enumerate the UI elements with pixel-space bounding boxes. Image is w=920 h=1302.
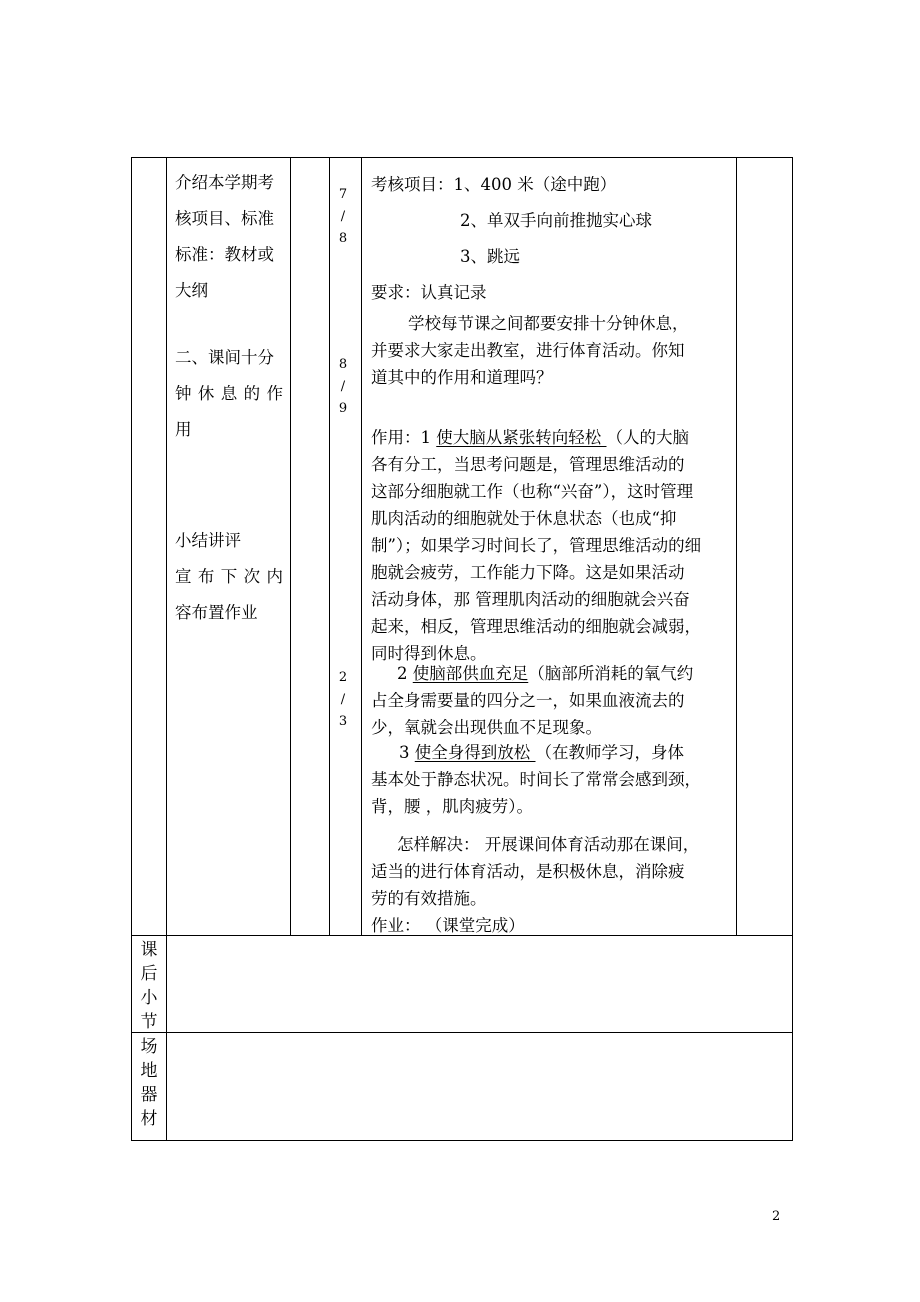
intro-paragraph: 学校每节课之间都要安排十分钟休息， 并要求大家走出教室，进行体育活动。你知 道其中的作用和道理吗？ <box>371 314 689 387</box>
col-divider-1 <box>166 157 167 1141</box>
after-class-label: 课 后 小 节 <box>140 940 158 1032</box>
left-column <box>175 165 274 309</box>
page-number: 2 <box>772 1209 781 1224</box>
exam-line3: 3、跳远 <box>460 247 520 266</box>
time-mark-3: 2 / 3 <box>338 670 348 729</box>
item3-line1: 小结讲评 <box>175 531 241 550</box>
item3-line3: 容布置作业 <box>175 603 258 622</box>
col-divider-4 <box>361 157 362 936</box>
table-right-border <box>792 157 793 1141</box>
time-mark-1: 7 / 8 <box>338 187 348 246</box>
item2-line3: 用 <box>175 420 192 439</box>
effect2-paragraph: 2 使脑部供血充足（脑部所消耗的氧气约 占全身需要量的四分之一，如果血液流去的 少，氧就会出现供血不足现象。 <box>371 664 694 737</box>
table-bottom-border <box>131 1140 793 1141</box>
exam-items <box>371 167 652 311</box>
item2-block <box>175 340 283 448</box>
col-divider-3 <box>329 157 330 936</box>
item2-line2: 钟 休 息 的 作 <box>175 384 283 403</box>
effect3-title: 使全身得到放松 <box>414 743 536 762</box>
table-top-border <box>131 157 793 158</box>
requirement: 要求：认真记录 <box>371 283 487 302</box>
item2-line1: 二、课间十分 <box>175 348 274 367</box>
item1-line: 介绍本学期考 <box>175 173 274 192</box>
col-divider-2 <box>290 157 291 936</box>
item1-line: 核项目、标准 <box>175 209 274 228</box>
effect3-paragraph: 3 使全身得到放松 （在教师学习，身体 基本处于静态状况。时间长了常常会感到颈， 背，腰 ，肌肉疲劳）。 <box>371 743 701 816</box>
item1-line: 大纲 <box>175 281 208 300</box>
col-divider-5 <box>736 157 737 936</box>
time-mark-2: 8 / 9 <box>338 357 348 416</box>
item3-line2: 宣 布 下 次 内 <box>175 567 283 586</box>
solution-paragraph: 怎样解决： 开展课间体育活动那在课间， 适当的进行体育活动，是积极休息，消除疲 劳的有效措施。 作业： （课堂完成） <box>371 831 699 939</box>
venue-equipment-label: 场 地 器 材 <box>140 1037 158 1129</box>
exam-line2: 2、单双手向前推抛实心球 <box>460 211 652 230</box>
effect1-title: 使大脑从紧张转向轻松 <box>436 428 607 447</box>
effect2-title: 使脑部供血充足 <box>412 664 529 683</box>
item3-block <box>175 523 283 631</box>
row-divider-venue <box>131 1032 793 1033</box>
table-left-border <box>131 157 132 1141</box>
homework: 作业： （课堂完成） <box>371 916 525 935</box>
exam-line1: 考核项目：1、400 米（途中跑） <box>371 175 617 194</box>
effect1-paragraph: 作用：1 使大脑从紧张转向轻松 （人的大脑 各有分工，当思考问题是，管理思维活动的 这部分细胞就工作（也称“兴奋”），这时管理 肌肉活动的细胞就处于休息状态（也成“抑 制”）；如果学习时间长了，管理思维活动的细 胞就会疲劳，工作能力下降。这是如果活动 活动身体，那 管理肌肉活动的细胞就会兴奋 起来，相反，管理思维活动的细胞就会减弱， 同时得到休息。 <box>371 428 702 663</box>
item1-line: 标准：教材或 <box>175 245 274 264</box>
